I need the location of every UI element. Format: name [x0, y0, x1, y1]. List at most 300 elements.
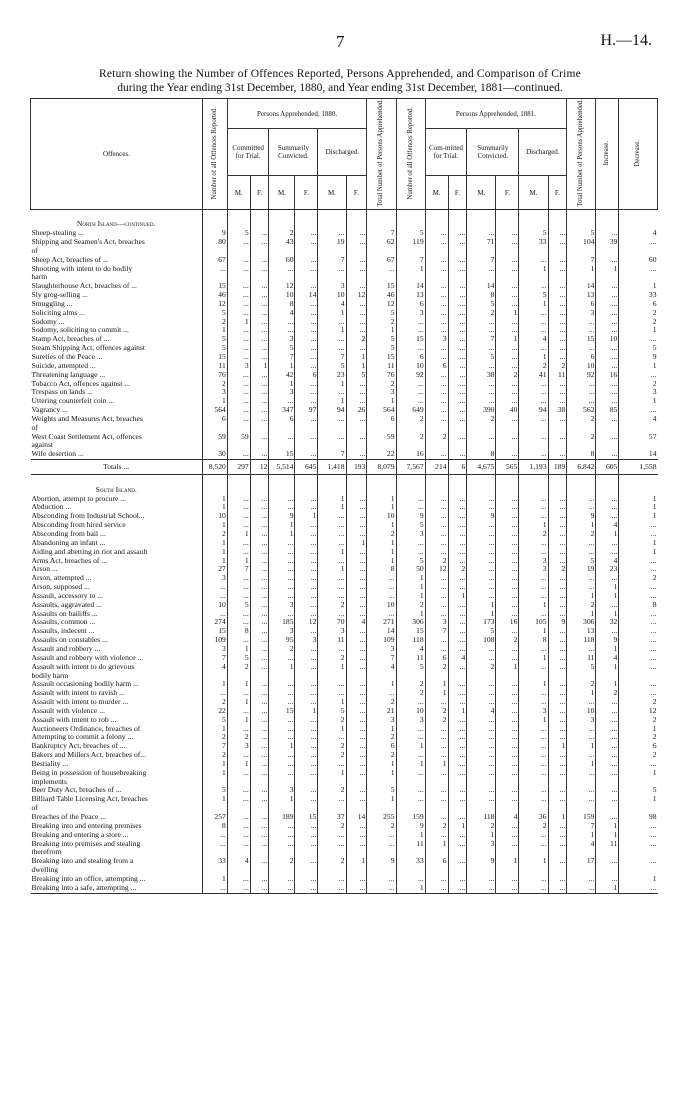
cell-value: ... [227, 822, 250, 831]
cell-value: 2 [318, 857, 346, 866]
offence-label: Assaults on bailiffs ... [31, 609, 98, 618]
cell-value: 3 [202, 388, 227, 397]
cell-value: 14 [567, 282, 596, 291]
cell-value: ... [269, 654, 295, 663]
cell-value: ... [448, 300, 467, 309]
cell-value: ... [548, 256, 567, 265]
cell-value: ... [396, 318, 425, 327]
cell-value: 1 [318, 663, 346, 672]
cell-value: ... [448, 813, 467, 822]
cell-value: ... [250, 733, 269, 742]
cell-value: 2 [367, 380, 396, 389]
col-committed-1880: Committed for Trial. [227, 129, 269, 176]
table-row [31, 512, 658, 521]
cell-value: ... [567, 397, 596, 406]
cell-value: 10 [202, 601, 227, 610]
cell-value: ... [227, 725, 250, 734]
cell-value: 43 [269, 238, 295, 247]
cell-value: 1 [367, 503, 396, 512]
cell-value [619, 273, 658, 282]
cell-value: ... [269, 433, 295, 442]
cell-value: 2 [467, 309, 496, 318]
cell-value: ... [425, 512, 448, 521]
offence-label: dwelling [31, 866, 59, 875]
cell-value: 1 [269, 795, 295, 804]
cell-value [448, 866, 467, 875]
cell-value: ... [346, 565, 367, 574]
cell-value: ... [467, 495, 496, 504]
cell-value: 36 [519, 813, 548, 822]
cell-value: 12 [346, 291, 367, 300]
table-row [31, 848, 658, 857]
cell-value: ... [346, 875, 367, 884]
offence-label: Bakers and Millers Act, breaches of... [31, 751, 147, 760]
cell-value: ... [318, 592, 346, 601]
cell-value: ... [295, 397, 318, 406]
offence-label: Breaches of the Peace ... [31, 813, 106, 821]
cell-value: ... [467, 380, 496, 389]
cell-value: ... [496, 495, 519, 504]
cell-value: ... [448, 831, 467, 840]
offence-label: West Coast Settlement Act, offences [31, 432, 142, 441]
cell-value: 9 [467, 857, 496, 866]
cell-value: ... [227, 380, 250, 389]
cell-value: ... [548, 654, 567, 663]
cell-value: 185 [269, 618, 295, 627]
cell-value: ... [467, 884, 496, 893]
cell-value: ... [250, 300, 269, 309]
cell-value [396, 866, 425, 875]
cell-value: ... [548, 495, 567, 504]
cell-value [318, 672, 346, 681]
cell-value: ... [425, 742, 448, 751]
cell-value: 3 [295, 636, 318, 645]
cell-value: ... [519, 503, 548, 512]
cell-value: ... [519, 689, 548, 698]
cell-value: ... [295, 388, 318, 397]
cell-value: ... [619, 265, 658, 274]
cell-value: ... [596, 548, 619, 557]
offence-label: Trespass on lands ... [31, 388, 93, 397]
cell-value: 60 [269, 256, 295, 265]
col-m: M. [425, 176, 448, 209]
offence-label: Sly grog-selling ... [31, 291, 88, 300]
cell-value: ... [496, 300, 519, 309]
col-m: M. [467, 176, 496, 209]
cell-value: 13 [567, 291, 596, 300]
cell-value: ... [548, 574, 567, 583]
cell-value: 7 [367, 654, 396, 663]
cell-value: 4 [396, 645, 425, 654]
col-reported-1880: Number of all Offences Reported. [210, 106, 218, 200]
cell-value [295, 273, 318, 282]
cell-value: 9 [202, 229, 227, 238]
cell-value: 2 [619, 716, 658, 725]
cell-value: 16 [596, 371, 619, 380]
page-header [0, 32, 700, 52]
cell-value: ... [496, 884, 519, 893]
cell-value: ... [548, 645, 567, 654]
cell-value: 1 [202, 397, 227, 406]
cell-value: ... [367, 610, 396, 619]
cell-value: 1 [227, 760, 250, 769]
offence-label: Assault and robbery with violence ... [31, 653, 144, 662]
cell-value: ... [202, 592, 227, 601]
cell-value: 3 [269, 601, 295, 610]
cell-value: 5 [367, 335, 396, 344]
cell-value: 1,418 [318, 460, 346, 475]
cell-value: 1 [619, 548, 658, 557]
cell-value: 3 [567, 309, 596, 318]
cell-value: 7 [318, 256, 346, 265]
cell-value: 4 [596, 654, 619, 663]
cell-value: ... [619, 618, 658, 627]
cell-value: ... [448, 610, 467, 619]
cell-value: 71 [467, 238, 496, 247]
table-row [31, 707, 658, 716]
cell-value: 1 [467, 831, 496, 840]
cell-value: ... [425, 238, 448, 247]
cell-value: ... [346, 822, 367, 831]
cell-value: 1 [396, 610, 425, 619]
cell-value: 2 [619, 733, 658, 742]
cell-value: ... [548, 503, 567, 512]
cell-value: 11 [396, 840, 425, 849]
cell-value [425, 247, 448, 256]
cell-value: ... [250, 282, 269, 291]
cell-value: 2 [425, 716, 448, 725]
cell-value: ... [496, 654, 519, 663]
offence-label: Sodomy, soliciting to commit ... [31, 326, 129, 335]
cell-value: ... [425, 371, 448, 380]
cell-value [367, 424, 396, 433]
cell-value: ... [295, 760, 318, 769]
table-row [31, 733, 658, 742]
cell-value [295, 441, 318, 450]
offence-label: Beer Duty Act, breaches of ... [31, 786, 122, 795]
cell-value: ... [567, 574, 596, 583]
cell-value: 255 [367, 813, 396, 822]
cell-value: ... [467, 530, 496, 539]
cell-value: 11 [567, 654, 596, 663]
cell-value: 2 [202, 698, 227, 707]
cell-value: 70 [318, 618, 346, 627]
cell-value: 16 [396, 450, 425, 459]
cell-value: ... [596, 601, 619, 610]
cell-value [467, 441, 496, 450]
cell-value: 8 [567, 450, 596, 459]
cell-value: ... [519, 583, 548, 592]
cell-value: 23 [318, 371, 346, 380]
cell-value: ... [548, 689, 567, 698]
cell-value: ... [467, 760, 496, 769]
cell-value: ... [346, 760, 367, 769]
cell-value [269, 247, 295, 256]
cell-value [318, 475, 346, 495]
cell-value: ... [548, 840, 567, 849]
cell-value: ... [519, 610, 548, 619]
cell-value: 109 [202, 636, 227, 645]
cell-value: ... [227, 636, 250, 645]
cell-value: ... [496, 265, 519, 274]
cell-value: ... [548, 433, 567, 442]
cell-value: 2 [202, 318, 227, 327]
cell-value: ... [318, 539, 346, 548]
cell-value: 7 [367, 229, 396, 238]
cell-value: ... [425, 636, 448, 645]
cell-value: ... [346, 786, 367, 795]
cell-value: ... [448, 574, 467, 583]
cell-value: ... [425, 503, 448, 512]
cell-value [425, 866, 448, 875]
cell-value: ... [596, 318, 619, 327]
cell-value: 10 [367, 601, 396, 610]
offence-label: Soliciting alms ... [31, 308, 85, 317]
cell-value: ... [396, 751, 425, 760]
cell-value [496, 475, 519, 495]
cell-value: 7 [425, 627, 448, 636]
cell-value: ... [295, 592, 318, 601]
cell-value [548, 441, 567, 450]
cell-value [202, 273, 227, 282]
cell-value: ... [596, 353, 619, 362]
table-row [31, 530, 658, 539]
cell-value: ... [467, 362, 496, 371]
cell-value: 1 [318, 326, 346, 335]
cell-value: ... [367, 875, 396, 884]
cell-value: 1 [519, 627, 548, 636]
cell-value: 2 [396, 415, 425, 424]
cell-value: 1 [202, 521, 227, 530]
cell-value: ... [346, 716, 367, 725]
offence-label: Assault with intent to murder ... [31, 698, 129, 707]
cell-value: ... [496, 450, 519, 459]
cell-value: 2 [346, 335, 367, 344]
cell-value: ... [295, 309, 318, 318]
cell-value: 3 [396, 716, 425, 725]
cell-value: ... [567, 583, 596, 592]
cell-value: 306 [396, 618, 425, 627]
cell-value: ... [448, 309, 467, 318]
col-f: F. [448, 176, 467, 209]
cell-value [519, 441, 548, 450]
cell-value [295, 475, 318, 495]
cell-value: ... [548, 229, 567, 238]
cell-value: ... [295, 795, 318, 804]
cell-value: 2 [318, 786, 346, 795]
cell-value: 1,558 [619, 460, 658, 475]
cell-value: ... [295, 680, 318, 689]
cell-value: 21 [367, 707, 396, 716]
cell-value [346, 804, 367, 813]
offence-label: Aiding and abetting in riot and assault [31, 547, 148, 556]
cell-value: ... [496, 610, 519, 619]
cell-value: ... [619, 371, 658, 380]
offence-label: Arson ... [31, 565, 58, 574]
cell-value: 2 [567, 680, 596, 689]
cell-value: ... [250, 592, 269, 601]
table-row [31, 388, 658, 397]
cell-value: 3 [202, 645, 227, 654]
cell-value: ... [448, 733, 467, 742]
cell-value: ... [425, 884, 448, 893]
cell-value: 5 [619, 786, 658, 795]
table-body [31, 209, 658, 893]
cell-value: ... [596, 698, 619, 707]
cell-value: ... [619, 557, 658, 566]
cell-value: 4 [346, 618, 367, 627]
cell-value: ... [346, 265, 367, 274]
cell-value: ... [227, 618, 250, 627]
cell-value: 1 [318, 503, 346, 512]
cell-value: ... [295, 433, 318, 442]
cell-value: 1 [269, 663, 295, 672]
offence-label: Assault with intent to do grievous [31, 662, 135, 671]
cell-value: ... [548, 318, 567, 327]
cell-value: 14 [346, 813, 367, 822]
cell-value: ... [227, 291, 250, 300]
cell-value [295, 848, 318, 857]
cell-value: 2 [202, 380, 227, 389]
col-persons-1881: Persons Apprehended, 1881. [425, 99, 567, 129]
cell-value: 1 [596, 831, 619, 840]
cell-value: ... [346, 521, 367, 530]
cell-value: ... [467, 795, 496, 804]
cell-value: ... [367, 884, 396, 893]
cell-value: 9 [396, 512, 425, 521]
cell-value: ... [346, 592, 367, 601]
cell-value: ... [519, 840, 548, 849]
cell-value: ... [396, 397, 425, 406]
cell-value: 6 [425, 362, 448, 371]
cell-value: 1 [519, 300, 548, 309]
cell-value: 9 [548, 618, 567, 627]
col-f: F. [496, 176, 519, 209]
cell-value: ... [496, 539, 519, 548]
cell-value [619, 209, 658, 229]
cell-value: 2 [619, 698, 658, 707]
cell-value: 11 [396, 654, 425, 663]
cell-value: ... [227, 238, 250, 247]
cell-value: 1 [295, 512, 318, 521]
cell-value: ... [295, 751, 318, 760]
cell-value: 5 [202, 335, 227, 344]
cell-value: ... [202, 265, 227, 274]
cell-value: ... [448, 557, 467, 566]
cell-value: ... [467, 786, 496, 795]
cell-value: 6 [619, 742, 658, 751]
cell-value: ... [295, 857, 318, 866]
col-f: F. [250, 176, 269, 209]
cell-value: ... [250, 618, 269, 627]
cell-value: ... [227, 388, 250, 397]
cell-value: ... [250, 742, 269, 751]
cell-value: ... [425, 645, 448, 654]
cell-value: ... [425, 406, 448, 415]
cell-value [448, 804, 467, 813]
cell-value: ... [396, 725, 425, 734]
cell-value: 6 [367, 415, 396, 424]
cell-value: ... [318, 433, 346, 442]
cell-value: ... [227, 884, 250, 893]
cell-value [396, 778, 425, 787]
cell-value: ... [269, 326, 295, 335]
cell-value [548, 475, 567, 495]
cell-value: 2 [202, 751, 227, 760]
cell-value [227, 778, 250, 787]
cell-value [269, 804, 295, 813]
cell-value [596, 209, 619, 229]
offence-label: of [31, 804, 38, 813]
cell-value: ... [619, 654, 658, 663]
offence-label: Assault, accessory to ... [31, 591, 103, 600]
cell-value: ... [548, 415, 567, 424]
col-m: M. [227, 176, 250, 209]
cell-value: ... [318, 760, 346, 769]
cell-value [496, 273, 519, 282]
cell-value: 9 [269, 512, 295, 521]
cell-value: ... [619, 583, 658, 592]
cell-value: ... [619, 831, 658, 840]
cell-value [448, 441, 467, 450]
cell-value: ... [250, 636, 269, 645]
col-m: M. [318, 176, 346, 209]
table-row [31, 441, 658, 450]
cell-value: ... [295, 831, 318, 840]
cell-value: ... [496, 380, 519, 389]
offence-label: Breaking into and stealing from a [31, 857, 134, 866]
cell-value: 76 [367, 371, 396, 380]
table-row [31, 565, 658, 574]
cell-value: ... [346, 309, 367, 318]
cell-value: ... [269, 725, 295, 734]
cell-value: ... [548, 309, 567, 318]
cell-value: ... [346, 831, 367, 840]
cell-value: ... [548, 265, 567, 274]
cell-value: ... [596, 495, 619, 504]
cell-value: ... [519, 831, 548, 840]
cell-value: ... [227, 326, 250, 335]
cell-value: ... [596, 291, 619, 300]
cell-value: ... [202, 884, 227, 893]
cell-value [295, 247, 318, 256]
cell-value: 5 [619, 344, 658, 353]
cell-value: 1 [346, 353, 367, 362]
cell-value: 33 [519, 238, 548, 247]
cell-value: ... [250, 769, 269, 778]
cell-value [467, 804, 496, 813]
cell-value: ... [619, 884, 658, 893]
cell-value: 2 [448, 565, 467, 574]
cell-value: ... [295, 884, 318, 893]
cell-value: ... [567, 725, 596, 734]
section-row [31, 475, 658, 495]
cell-value: 1 [250, 362, 269, 371]
cell-value: ... [448, 875, 467, 884]
cell-value: ... [318, 557, 346, 566]
cell-value [227, 866, 250, 875]
cell-value: ... [596, 707, 619, 716]
cell-value: 7 [227, 565, 250, 574]
cell-value: 5 [318, 362, 346, 371]
cell-value: 1 [227, 645, 250, 654]
cell-value: ... [448, 539, 467, 548]
cell-value: ... [227, 707, 250, 716]
cell-value: ... [467, 318, 496, 327]
cell-value: ... [227, 539, 250, 548]
cell-value: 1 [269, 362, 295, 371]
cell-value: ... [202, 840, 227, 849]
